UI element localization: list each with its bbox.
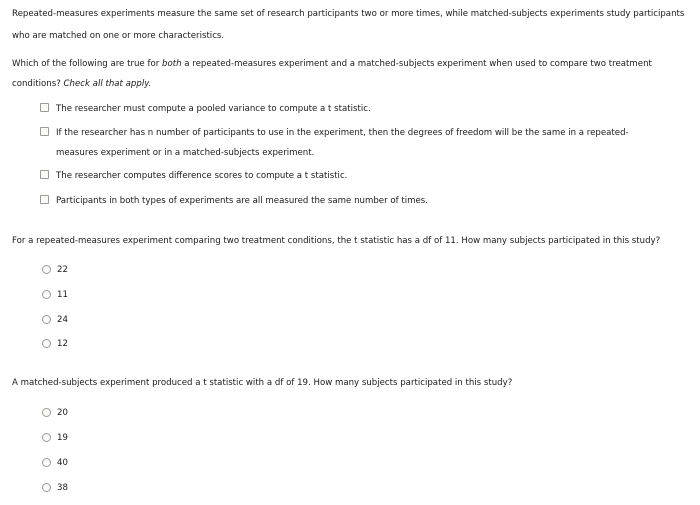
question-1-emphasis-both: both xyxy=(162,59,182,69)
radio-button[interactable] xyxy=(42,339,51,348)
radio-button[interactable] xyxy=(42,315,51,324)
question-1-instruction: Check all that apply. xyxy=(63,79,152,89)
question-3-option[interactable] xyxy=(42,481,68,495)
radio-label: 24 xyxy=(57,315,68,325)
question-1-option-3[interactable] xyxy=(40,166,670,186)
question-3-option[interactable] xyxy=(42,406,68,420)
question-1-option-1[interactable] xyxy=(40,99,670,119)
question-3-option[interactable] xyxy=(42,456,68,470)
question-2-option[interactable] xyxy=(42,337,68,351)
question-1-prompt xyxy=(12,54,686,94)
option-label: If the researcher has n number of participants to use in the experiment, then the degrees of freedom will be the same in a repeated-measures experiment or in a matched-subjects experiment. xyxy=(56,128,629,158)
radio-label: 12 xyxy=(57,339,68,349)
radio-label: 19 xyxy=(57,433,68,443)
radio-button[interactable] xyxy=(42,433,51,442)
radio-button[interactable] xyxy=(42,290,51,299)
question-2-prompt: For a repeated-measures experiment comparing two treatment conditions, the t statistic has a df of 11. How many subjects participated in this study? xyxy=(12,236,661,246)
radio-button[interactable] xyxy=(42,483,51,492)
question-2-option[interactable] xyxy=(42,288,68,302)
option-label: The researcher must compute a pooled variance to compute a t statistic. xyxy=(56,104,371,114)
radio-label: 11 xyxy=(57,290,68,300)
radio-label: 20 xyxy=(57,408,68,418)
question-3-prompt: A matched-subjects experiment produced a t statistic with a df of 19. How many subjects participated in this study? xyxy=(12,378,513,388)
question-1-prompt-start: Which of the following are true for xyxy=(12,59,162,69)
radio-label: 22 xyxy=(57,265,68,275)
option-label: The researcher computes difference scores to compute a t statistic. xyxy=(56,171,348,181)
checkbox[interactable] xyxy=(40,103,49,112)
question-1-option-2[interactable] xyxy=(40,123,670,163)
question-3-option[interactable] xyxy=(42,431,68,445)
option-label: Participants in both types of experiments are all measured the same number of times. xyxy=(56,196,428,206)
checkbox[interactable] xyxy=(40,127,49,136)
radio-label: 38 xyxy=(57,483,68,493)
question-2-option[interactable] xyxy=(42,313,68,327)
checkbox[interactable] xyxy=(40,195,49,204)
checkbox[interactable] xyxy=(40,170,49,179)
radio-label: 40 xyxy=(57,458,68,468)
question-1-prompt-middle: a repeated-measures experiment and a matched-subjects experiment when used to compare two treatment conditions? xyxy=(12,59,652,89)
radio-button[interactable] xyxy=(42,408,51,417)
intro-text: Repeated-measures experiments measure the same set of research participants two or more times, while matched-subjects experiments study participants who are matched on one or more characteristics. xyxy=(12,9,685,41)
radio-button[interactable] xyxy=(42,265,51,274)
question-2-option[interactable] xyxy=(42,263,68,277)
question-1-option-4[interactable] xyxy=(40,191,670,211)
radio-button[interactable] xyxy=(42,458,51,467)
